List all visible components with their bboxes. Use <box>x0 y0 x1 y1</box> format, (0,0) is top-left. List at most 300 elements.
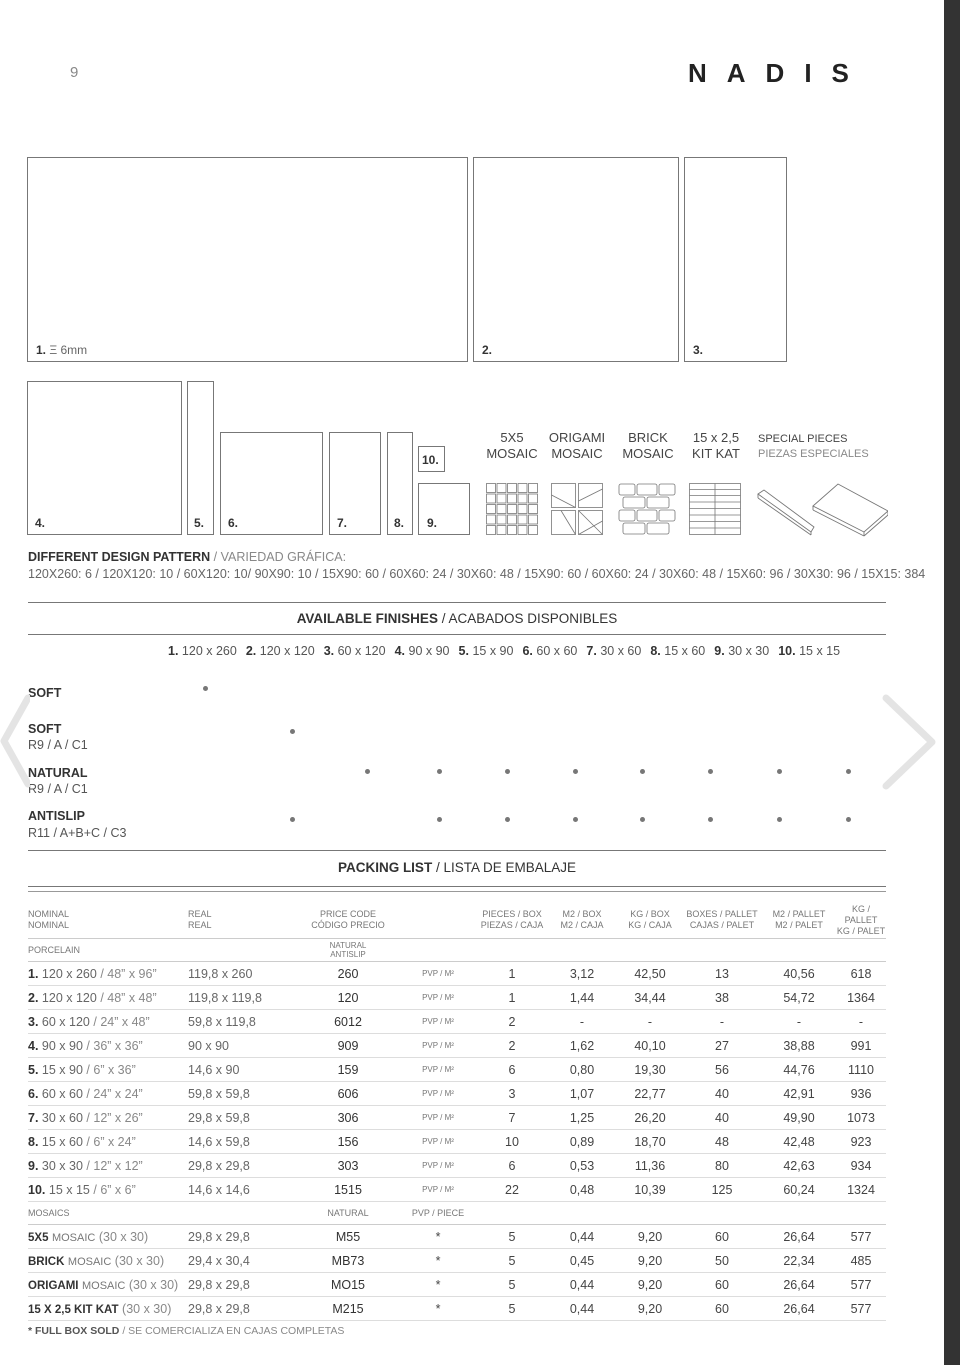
price-code: M55 <box>298 1225 398 1249</box>
price-code: 306 <box>298 1106 398 1130</box>
finish-name: SOFT <box>28 686 62 700</box>
imperial-size: / 12” x 12” <box>86 1158 143 1173</box>
mosaic-type: MOSAIC <box>81 1279 126 1292</box>
finishes-title-en: AVAILABLE FINISHES <box>296 611 438 626</box>
footnote-es: / SE COMERCIALIZA EN CAJAS COMPLETAS <box>122 1325 345 1337</box>
format-number: 4. <box>35 516 46 530</box>
availability-dot <box>640 817 645 822</box>
imperial-size: / 6” x 36” <box>86 1062 136 1077</box>
code-finish-label: NATURAL ANTISLIP <box>298 939 398 962</box>
kg-per-box: - <box>618 1010 682 1034</box>
nominal-cell <box>28 986 188 1010</box>
availability-dot <box>573 769 578 774</box>
real-size: 29,8 x 29,8 <box>188 1297 298 1321</box>
nominal-size: 90 x 90 <box>41 1038 83 1053</box>
real-size: 119,8 x 119,8 <box>188 986 298 1010</box>
column-header-en: KG / PALLET <box>844 903 878 925</box>
kg-per-pallet: 577 <box>836 1297 886 1321</box>
size-value: 30 x 60 <box>600 644 642 658</box>
row-number: 2. <box>28 990 39 1005</box>
column-header <box>618 902 682 939</box>
imperial-size: / 36” x 36” <box>86 1038 143 1053</box>
column-header-en: PRICE CODE <box>319 909 376 919</box>
boxes-per-pallet: 40 <box>682 1106 762 1130</box>
imperial-size: / 6” x 24” <box>86 1134 136 1149</box>
price-unit: PVP / M² <box>398 1034 478 1058</box>
kg-per-box: 9,20 <box>618 1249 682 1273</box>
design-pattern-title-en: DIFFERENT DESIGN PATTERN <box>28 550 211 564</box>
format-box-4 <box>27 381 182 535</box>
mosaic-name-cell <box>28 1297 188 1321</box>
section-row <box>28 1202 886 1225</box>
nominal-size: 15 x 15 <box>48 1182 90 1197</box>
price-unit: * <box>398 1225 478 1249</box>
format-box-2 <box>473 157 679 362</box>
m2-per-pallet: 42,63 <box>762 1154 836 1178</box>
column-header-en: BOXES / PALLET <box>686 909 758 919</box>
availability-dot <box>846 817 851 822</box>
boxes-per-pallet: 27 <box>682 1034 762 1058</box>
column-header <box>546 902 618 939</box>
kg-per-pallet: 1364 <box>836 986 886 1010</box>
title-separator: / <box>441 611 446 626</box>
table-row <box>28 1082 886 1106</box>
pieces-per-box: 5 <box>478 1225 546 1249</box>
price-unit: PVP / M² <box>398 1010 478 1034</box>
availability-dot <box>437 769 442 774</box>
size-number: 2. <box>245 644 257 658</box>
mosaic-origami-drawing <box>551 483 604 536</box>
finish-spec: R9 / A / C1 <box>28 782 88 796</box>
price-unit: PVP / M² <box>398 1058 478 1082</box>
size-number: 3. <box>323 644 335 658</box>
mosaic-name-cell <box>28 1273 188 1297</box>
kg-per-box: 22,77 <box>618 1082 682 1106</box>
column-header-en: M2 / BOX <box>562 909 602 919</box>
mosaic-5x5-drawing <box>486 483 538 535</box>
real-size: 59,8 x 59,8 <box>188 1082 298 1106</box>
column-header <box>478 902 546 939</box>
availability-dot <box>505 769 510 774</box>
footnote-en: * FULL BOX SOLD <box>28 1325 120 1337</box>
page-number: 9 <box>70 64 79 81</box>
packing-title-es: LISTA DE EMBALAJE <box>443 860 577 875</box>
availability-dot <box>290 817 295 822</box>
format-number: 1. <box>36 343 47 357</box>
special-pieces-en: SPECIAL PIECES <box>758 433 848 445</box>
mosaic-dimension: (30 x 30) <box>98 1229 149 1244</box>
boxes-per-pallet: 56 <box>682 1058 762 1082</box>
m2-per-box: 0,80 <box>546 1058 618 1082</box>
format-box-3 <box>684 157 787 362</box>
price-unit: PVP / M² <box>398 1106 478 1130</box>
size-number: 8. <box>650 644 661 658</box>
special-pieces-es: PIEZAS ESPECIALES <box>758 448 869 460</box>
kg-per-box: 11,36 <box>618 1154 682 1178</box>
column-header-es: KG / CAJA <box>628 920 672 930</box>
row-number: 7. <box>28 1110 39 1125</box>
next-page-arrow-icon[interactable] <box>880 694 940 790</box>
format-box-6 <box>220 432 323 535</box>
size-value: 60 x 60 <box>536 644 578 658</box>
kg-per-pallet: 936 <box>836 1082 886 1106</box>
pieces-per-box: 5 <box>478 1273 546 1297</box>
mosaic-label-line: MOSAIC <box>551 446 603 461</box>
size-heading <box>395 644 450 658</box>
mosaic-label-line: MOSAIC <box>486 446 538 461</box>
column-header <box>836 902 886 939</box>
availability-dot <box>777 769 782 774</box>
format-box-8 <box>387 432 413 535</box>
column-header-en: PIECES / BOX <box>482 909 542 919</box>
real-size: 29,8 x 29,8 <box>188 1273 298 1297</box>
pieces-per-box: 5 <box>478 1297 546 1321</box>
m2-per-pallet: 26,64 <box>762 1297 836 1321</box>
table-header-row <box>28 902 886 939</box>
finish-name: SOFT <box>28 722 62 736</box>
pieces-per-box: 7 <box>478 1106 546 1130</box>
kg-per-box: 40,10 <box>618 1034 682 1058</box>
mosaic-label-line: KIT KAT <box>692 446 740 461</box>
size-heading <box>778 644 840 658</box>
size-value: 30 x 30 <box>728 644 770 658</box>
finish-spec: R11 / A+B+C / C3 <box>28 826 127 840</box>
imperial-size: / 24” x 48” <box>93 1014 150 1029</box>
m2-per-pallet: 54,72 <box>762 986 836 1010</box>
row-number: 3. <box>28 1014 39 1029</box>
table-row <box>28 1130 886 1154</box>
mosaic-label-brick <box>616 430 680 462</box>
divider <box>28 891 886 892</box>
row-number: 1. <box>28 966 39 981</box>
packing-title-en: PACKING LIST <box>337 860 433 875</box>
mosaic-brick-drawing <box>618 483 678 536</box>
packing-table <box>28 902 886 1321</box>
m2-per-pallet: 26,64 <box>762 1273 836 1297</box>
availability-dot <box>437 817 442 822</box>
availability-dot <box>573 817 578 822</box>
nominal-size: 15 x 90 <box>41 1062 83 1077</box>
table-row <box>28 1225 886 1249</box>
column-header <box>398 902 478 939</box>
column-header-es: KG / PALET <box>836 925 886 936</box>
price-unit: PVP / M² <box>398 1082 478 1106</box>
format-number: 3. <box>693 343 704 357</box>
availability-dot <box>365 769 370 774</box>
price-code: MO15 <box>298 1273 398 1297</box>
price-code: 909 <box>298 1034 398 1058</box>
format-number: 2. <box>482 343 493 357</box>
divider <box>28 850 886 851</box>
kg-per-box: 34,44 <box>618 986 682 1010</box>
kg-per-box: 18,70 <box>618 1130 682 1154</box>
price-code: M215 <box>298 1297 398 1321</box>
nominal-size: 30 x 60 <box>41 1110 83 1125</box>
column-header-es: M2 / CAJA <box>560 920 604 930</box>
column-header-es: NOMINAL <box>28 920 70 930</box>
size-heading <box>324 644 386 658</box>
finish-name: NATURAL <box>28 766 88 780</box>
price-code: 606 <box>298 1082 398 1106</box>
kg-per-box: 9,20 <box>618 1297 682 1321</box>
kg-per-box: 10,39 <box>618 1178 682 1202</box>
real-size: 29,4 x 30,4 <box>188 1249 298 1273</box>
column-header-es: REAL <box>188 920 212 930</box>
nominal-cell <box>28 1178 188 1202</box>
real-size: 14,6 x 59,8 <box>188 1130 298 1154</box>
table-row <box>28 1106 886 1130</box>
real-size: 119,8 x 260 <box>188 962 298 986</box>
m2-per-pallet: 42,48 <box>762 1130 836 1154</box>
pieces-per-box: 2 <box>478 1010 546 1034</box>
column-header-es: CAJAS / PALET <box>689 920 755 930</box>
kg-per-box: 42,50 <box>618 962 682 986</box>
size-value: 90 x 90 <box>408 644 450 658</box>
price-unit: PVP / M² <box>398 986 478 1010</box>
column-header-es: PIEZAS / CAJA <box>480 920 544 930</box>
kg-per-pallet: 577 <box>836 1225 886 1249</box>
table-row <box>28 1273 886 1297</box>
imperial-size: / 6” x 6” <box>93 1182 136 1197</box>
design-pattern-values: 120X260: 6 / 120X120: 10 / 60X120: 10/ 90X90: 10 / 15X90: 60 / 60X60: 24 / 30X60: 48 / 15X90: 60 / 60X60: 24 / 30X60: 48 / 15X60: 96 / 30X30: 96 / 15X15: 384 <box>28 567 926 581</box>
kg-per-box: 19,30 <box>618 1058 682 1082</box>
nominal-size: 120 x 120 <box>41 990 97 1005</box>
prev-page-arrow-icon[interactable] <box>0 694 30 788</box>
format-number: 5. <box>194 516 205 530</box>
finish-name: ANTISLIP <box>28 809 85 823</box>
pieces-per-box: 22 <box>478 1178 546 1202</box>
price-unit: PVP / M² <box>398 962 478 986</box>
nominal-cell <box>28 1082 188 1106</box>
column-header-en: M2 / PALLET <box>772 909 826 919</box>
m2-per-pallet: 44,76 <box>762 1058 836 1082</box>
size-value: 15 x 15 <box>799 644 841 658</box>
mosaic-name: 5X5 <box>28 1231 49 1244</box>
mosaic-dimension: (30 x 30) <box>128 1277 179 1292</box>
m2-per-box: 0,44 <box>546 1273 618 1297</box>
price-unit: PVP / M² <box>398 1178 478 1202</box>
availability-dot <box>708 817 713 822</box>
availability-dot <box>640 769 645 774</box>
m2-per-box: 0,44 <box>546 1297 618 1321</box>
m2-per-box: 1,25 <box>546 1106 618 1130</box>
brand-logo: NADIS <box>688 58 869 88</box>
boxes-per-pallet: 80 <box>682 1154 762 1178</box>
finishes-title-es: ACABADOS DISPONIBLES <box>448 611 618 626</box>
kg-per-box: 9,20 <box>618 1273 682 1297</box>
m2-per-pallet: 49,90 <box>762 1106 836 1130</box>
section-row <box>28 939 886 962</box>
size-heading <box>522 644 577 658</box>
pieces-per-box: 2 <box>478 1034 546 1058</box>
price-unit: PVP / M² <box>398 1130 478 1154</box>
imperial-size: / 48” x 96” <box>100 966 157 981</box>
size-value: 15 x 60 <box>664 644 706 658</box>
price-code: MB73 <box>298 1249 398 1273</box>
m2-per-box: 3,12 <box>546 962 618 986</box>
mosaic-type: MOSAIC <box>67 1255 112 1268</box>
pieces-per-box: 1 <box>478 986 546 1010</box>
boxes-per-pallet: 50 <box>682 1249 762 1273</box>
table-row <box>28 1034 886 1058</box>
kg-per-pallet: 923 <box>836 1130 886 1154</box>
row-number: 5. <box>28 1062 39 1077</box>
real-size: 59,8 x 119,8 <box>188 1010 298 1034</box>
pieces-per-box: 10 <box>478 1130 546 1154</box>
imperial-size: / 24” x 24” <box>86 1086 143 1101</box>
mosaic-name: 15 X 2,5 KIT KAT <box>28 1303 119 1316</box>
price-code: 303 <box>298 1154 398 1178</box>
nominal-cell <box>28 1154 188 1178</box>
pieces-per-box: 6 <box>478 1058 546 1082</box>
price-code: 6012 <box>298 1010 398 1034</box>
format-number: 10. <box>422 453 439 467</box>
mosaic-kitkat-drawing <box>689 483 742 536</box>
m2-per-box: 0,45 <box>546 1249 618 1273</box>
nominal-cell <box>28 1034 188 1058</box>
nominal-size: 60 x 60 <box>41 1086 83 1101</box>
row-number: 6. <box>28 1086 39 1101</box>
real-size: 29,8 x 29,8 <box>188 1154 298 1178</box>
availability-dot <box>846 769 851 774</box>
nominal-cell <box>28 1106 188 1130</box>
mosaic-type: MOSAIC <box>51 1231 96 1244</box>
design-pattern-title-es: / VARIEDAD GRÁFICA: <box>213 550 347 564</box>
boxes-per-pallet: 60 <box>682 1273 762 1297</box>
row-number: 10. <box>28 1182 46 1197</box>
table-row <box>28 1058 886 1082</box>
kg-per-pallet: 1073 <box>836 1106 886 1130</box>
format-box-7 <box>329 432 381 535</box>
pieces-per-box: 6 <box>478 1154 546 1178</box>
mosaic-dimension: (30 x 30) <box>114 1253 165 1268</box>
finishes-size-header <box>168 644 849 658</box>
mosaic-name-cell <box>28 1249 188 1273</box>
column-header-es: M2 / PALET <box>775 920 823 930</box>
table-row <box>28 1010 886 1034</box>
pieces-per-box: 1 <box>478 962 546 986</box>
kg-per-box: 26,20 <box>618 1106 682 1130</box>
column-header-en: REAL <box>188 909 212 919</box>
size-heading <box>459 644 514 658</box>
format-box-9 <box>418 483 470 535</box>
m2-per-pallet: 22,34 <box>762 1249 836 1273</box>
design-pattern-title <box>28 550 346 564</box>
m2-per-box: 0,48 <box>546 1178 618 1202</box>
mosaic-label-line: 5X5 <box>500 430 524 445</box>
m2-per-box: 1,62 <box>546 1034 618 1058</box>
column-header <box>28 902 188 939</box>
table-row <box>28 962 886 986</box>
boxes-per-pallet: 60 <box>682 1225 762 1249</box>
price-unit: PVP / M² <box>398 1154 478 1178</box>
size-value: 15 x 90 <box>472 644 514 658</box>
availability-dot <box>777 817 782 822</box>
size-number: 4. <box>394 644 406 658</box>
price-code: 1515 <box>298 1178 398 1202</box>
mosaic-dimension: (30 x 30) <box>122 1301 172 1316</box>
nominal-size: 60 x 120 <box>41 1014 90 1029</box>
mosaic-name: BRICK <box>28 1255 65 1268</box>
nominal-size: 30 x 30 <box>41 1158 83 1173</box>
column-header-es: CÓDIGO PRECIO <box>311 920 385 930</box>
size-heading <box>586 644 641 658</box>
size-heading <box>650 644 705 658</box>
m2-per-box: 0,53 <box>546 1154 618 1178</box>
finishes-title <box>28 611 886 626</box>
kg-per-pallet: 485 <box>836 1249 886 1273</box>
nominal-cell <box>28 962 188 986</box>
boxes-per-pallet: 48 <box>682 1130 762 1154</box>
pieces-per-box: 5 <box>478 1249 546 1273</box>
column-header <box>682 902 762 939</box>
format-number: 7. <box>337 516 348 530</box>
price-code: 159 <box>298 1058 398 1082</box>
m2-per-box: - <box>546 1010 618 1034</box>
imperial-size: / 48” x 48” <box>100 990 157 1005</box>
size-number: 6. <box>522 644 533 658</box>
m2-per-box: 0,44 <box>546 1225 618 1249</box>
size-heading <box>168 644 237 658</box>
nominal-cell <box>28 1058 188 1082</box>
thickness-note: Ξ 6mm <box>49 343 88 357</box>
m2-per-pallet: 42,91 <box>762 1082 836 1106</box>
mosaic-label-line: BRICK <box>628 430 668 445</box>
m2-per-pallet: 60,24 <box>762 1178 836 1202</box>
nominal-size: 120 x 260 <box>41 966 97 981</box>
price-unit: * <box>398 1297 478 1321</box>
real-size: 14,6 x 14,6 <box>188 1178 298 1202</box>
mosaic-name-cell <box>28 1225 188 1249</box>
nominal-size: 15 x 60 <box>41 1134 83 1149</box>
column-header <box>188 902 298 939</box>
section-label: PORCELAIN <box>28 939 298 962</box>
empty-cell <box>478 1202 886 1225</box>
boxes-per-pallet: 125 <box>682 1178 762 1202</box>
format-box-1 <box>27 157 468 362</box>
divider <box>28 886 886 887</box>
row-number: 8. <box>28 1134 39 1149</box>
price-unit: * <box>398 1249 478 1273</box>
m2-per-box: 1,07 <box>546 1082 618 1106</box>
table-row <box>28 1154 886 1178</box>
mosaic-label-line: MOSAIC <box>622 446 674 461</box>
boxes-per-pallet: 13 <box>682 962 762 986</box>
availability-dot <box>708 769 713 774</box>
kg-per-pallet: 1110 <box>836 1058 886 1082</box>
size-heading <box>714 644 769 658</box>
column-header <box>762 902 836 939</box>
title-separator: / <box>435 860 440 875</box>
table-row <box>28 1297 886 1321</box>
price-code: 260 <box>298 962 398 986</box>
price-code: 156 <box>298 1130 398 1154</box>
pieces-per-box: 3 <box>478 1082 546 1106</box>
boxes-per-pallet: 38 <box>682 986 762 1010</box>
format-box-10 <box>418 446 445 472</box>
divider <box>28 634 886 635</box>
boxes-per-pallet: - <box>682 1010 762 1034</box>
kg-per-pallet: - <box>836 1010 886 1034</box>
m2-per-pallet: 26,64 <box>762 1225 836 1249</box>
real-size: 14,6 x 90 <box>188 1058 298 1082</box>
m2-per-box: 1,44 <box>546 986 618 1010</box>
format-number: 8. <box>394 516 405 530</box>
mosaic-label-5x5 <box>481 430 543 462</box>
boxes-per-pallet: 40 <box>682 1082 762 1106</box>
empty-cell <box>398 939 886 962</box>
size-number: 1. <box>168 644 179 658</box>
